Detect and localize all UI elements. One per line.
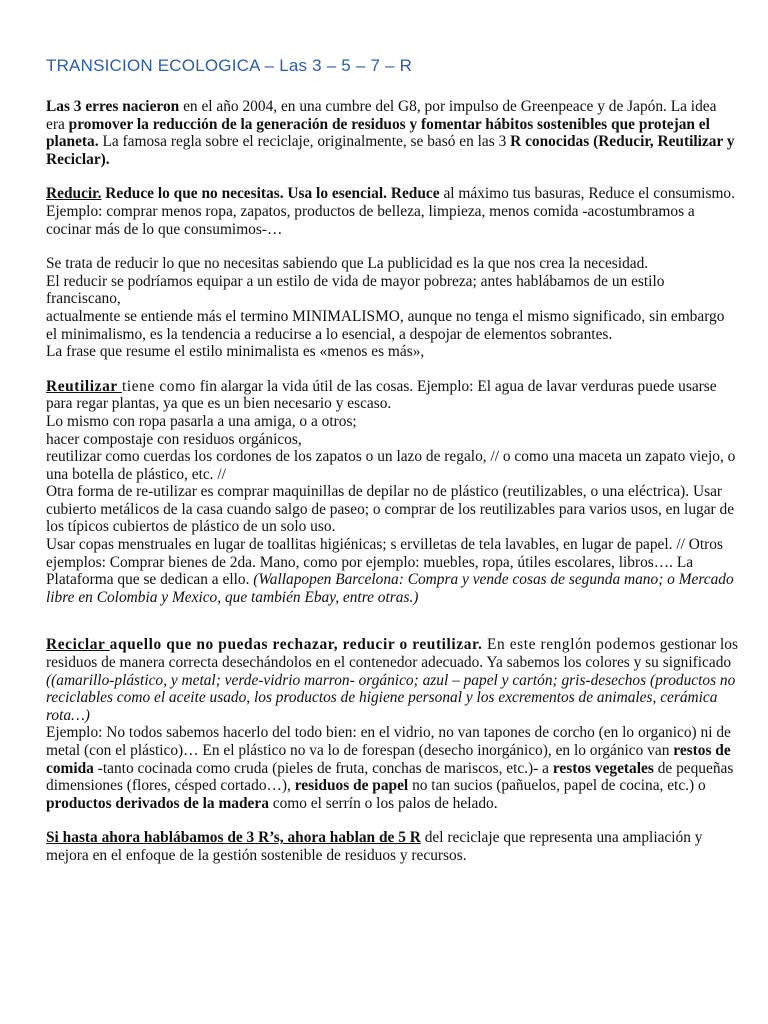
reciclar-bold-paper: residuos de papel: [294, 777, 409, 795]
reutilizar-l4: Otra forma de re-utilizar es comprar maquinillas de depilar no de plástico (reutilizables, o una eléctrica). Usar cubierto metálicos de la casa cuando salgo de paseo; o comprar de los reutilizables para varios usos, en lugar de los típicos cubiertos de plástico de un solo uso.: [46, 483, 735, 536]
reutilizar-l3: reutilizar como cuerdas los cordones de los zapatos o un lazo de regalo, // o como una maceta un zapato viejo, o una botella de plástico, etc. //: [46, 448, 736, 483]
reciclar-example: [46, 724, 738, 812]
intro-bold-rules: R conocidas (Reducir, Reutilizar y Reciclar).: [46, 133, 735, 168]
reciclar-colors-italic: ((amarillo-plástico, y metal; verde-vidrio marron- orgánico; azul – papel y cartón; gris-desechos (productos no reciclables como el aceite usado, los productos de higiene personal y los excrementos de animales, cerámica rota…): [46, 671, 736, 724]
reciclar-text: gestionar los residuos de manera correcta desechándolos en el contenedor adecuado. Ya sabemos los colores y su significado: [46, 636, 738, 672]
reciclar-example-text-1: Ejemplo: No todos sabemos hacerlo del todo bien: en el vidrio, no van tapones de corcho (en lo organico) ni de metal (con el plástico)… En el plástico no va lo de forespan (desecho inorgánico), en lo orgánico van: [46, 724, 731, 759]
reutilizar-l1: Lo mismo con ropa pasarla a una amiga, o a otros;: [46, 412, 357, 430]
reutilizar-text: fin alargar la vida útil de las cosas. Ejemplo: El agua de lavar verduras puede usarse para regar plantas, ya que es un bien necesario y escaso.: [46, 377, 717, 413]
page-title: TRANSICION ECOLOGICA – Las 3 – 5 – 7 – R: [46, 56, 413, 75]
reciclar-example-text-3: de pequeñas dimensiones (flores, césped cortado…),: [46, 759, 734, 795]
reutilizar-paragraph: [46, 378, 738, 413]
reducir-paragraph: [46, 185, 738, 238]
reciclar-example-text-2: -tanto cocinada como cruda (pieles de fruta, conchas de mariscos, etc.)- a: [93, 759, 553, 777]
reutilizar-l5-text: Usar copas menstruales en lugar de toallitas higiénicas; s ervilletas de tela lavables, en lugar de papel. // Otros ejemplos: Comprar bienes de 2da. Mano, como por ejemplo: muebles, ropa, útiles escolares, libros…. La Plataforma que se dedican a ello.: [46, 536, 723, 589]
reciclar-heading: Reciclar: [46, 636, 110, 654]
intro-text: en el año 2004, en una cumbre del G8, por impulso de Greenpeace y de Japón. La idea era: [46, 98, 717, 133]
cinco-r-paragraph: [46, 829, 738, 864]
reciclar-bold-plants: restos vegetales: [552, 759, 654, 777]
reciclar-bold-food: restos de comida: [46, 742, 731, 777]
reciclar-example-text-5: como el serrín o los palos de helado.: [268, 794, 498, 812]
reciclar-bold-wood: productos derivados de la madera: [46, 794, 269, 812]
cinco-r-text: del reciclaje que representa una ampliación y mejora en el enfoque de la gestión sostenible de residuos y recursos.: [46, 829, 703, 864]
reutilizar-lead: tiene como: [122, 377, 196, 395]
intro-bold-lead: Las 3 erres nacieron: [46, 98, 180, 115]
intro-paragraph: [46, 98, 738, 168]
reducir-p5: La frase que resume el estilo minimalista es «menos es más»,: [46, 343, 425, 361]
intro-text-2: La famosa regla sobre el reciclaje, originalmente, se basó en las 3: [98, 133, 511, 151]
cinco-r-heading: Si hasta ahora hablábamos de 3 R’s, ahora hablan de 5 R: [46, 829, 421, 847]
reutilizar-l5-italic: (Wallapopen Barcelona: Compra y vende cosas de segunda mano; o Mercado libre en Colombia y Mexico, que también Ebay, entre otras.): [46, 571, 734, 606]
reutilizar-heading: Reutilizar: [46, 377, 122, 395]
reutilizar-l5: [46, 536, 738, 606]
reciclar-paragraph: [46, 636, 738, 724]
reciclar-heading-rest: aquello que no puedas rechazar, reducir o reutilizar.: [109, 636, 483, 654]
reutilizar-l2: hacer compostaje con residuos orgánicos,: [46, 430, 302, 448]
reciclar-lead: En este renglón podemos: [482, 636, 656, 654]
reciclar-example-text-4: no tan sucios (pañuelos, papel de cocina, etc.) o: [408, 777, 706, 795]
reducir-text: al máximo tus basuras, Reduce el consumismo. Ejemplo: comprar menos ropa, zapatos, productos de belleza, limpieza, menos comida -acostumbramos a cocinar más de lo que consumimos-…: [46, 185, 735, 238]
reducir-p4: actualmente se entiende más el termino MINIMALISMO, aunque no tenga el mismo significado, sin embargo el minimalismo, es la tendencia a reducirse a lo esencial, a despojar de elementos sobrantes.: [46, 307, 725, 343]
intro-bold-goal: promover la reducción de la generación de residuos y fomentar hábitos sostenibles que protejan el planeta.: [46, 115, 710, 151]
reducir-heading: Reducir.: [46, 185, 102, 203]
reducir-p2: Se trata de reducir lo que no necesitas sabiendo que La publicidad es la que nos crea la necesidad.: [46, 255, 649, 273]
reducir-bold-text: Reduce lo que no necesitas. Usa lo esencial. Reduce: [101, 185, 440, 203]
reducir-p3: El reducir se podríamos equipar a un estilo de vida de mayor pobreza; antes hablábamos de un estilo franciscano,: [46, 272, 665, 308]
